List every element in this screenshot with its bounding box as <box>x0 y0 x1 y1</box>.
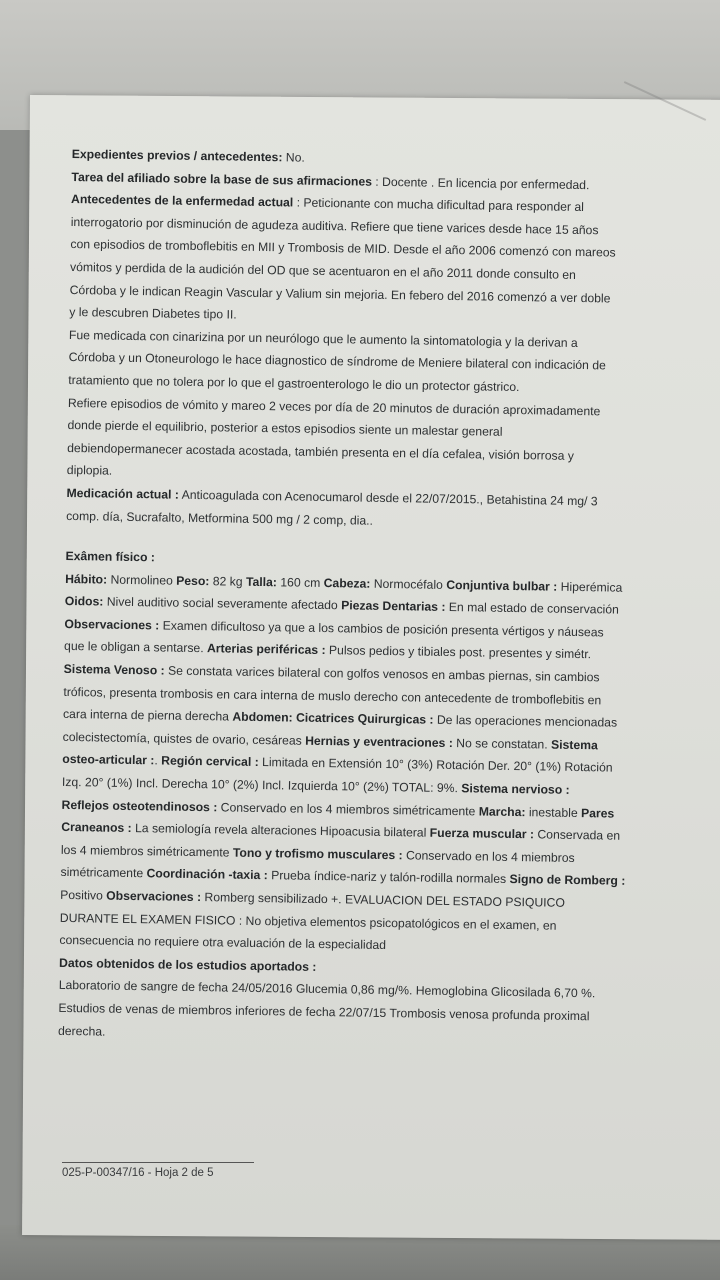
bold-label: Marcha: <box>478 804 526 819</box>
text-run: Nivel auditivo social severamente afectado <box>103 594 342 613</box>
bold-label: Datos obtenidos de los estudios aportados : <box>59 955 317 974</box>
bold-label: Hábito: <box>65 571 108 587</box>
text-run: interrogatorio por disminución de agudeza auditiva. Refiere que tiene varices desde hace 15 años <box>70 214 599 238</box>
text-run: derecha. <box>57 1023 106 1039</box>
text-run: No. <box>282 150 305 165</box>
text-run: Normocéfalo <box>370 576 447 592</box>
text-run: Positivo <box>60 887 107 903</box>
text-run: debiendopermanecer acostada acostada, también presenta en el día cefalea, visión borrosa y <box>67 440 575 463</box>
bold-label: Sistema nervioso : <box>461 781 570 797</box>
text-run: Pulsos pedios y tibiales post. presentes y simétr. <box>325 643 592 662</box>
text-run: donde pierde el equilibrio, posterior a estos episodios siente un malestar general <box>67 418 503 439</box>
text-run: Conservada en <box>533 827 621 843</box>
bold-label: Observaciones : <box>106 888 202 905</box>
text-run: con episodios de tromboflebitis en MII y Trombosis de MID. Desde el año 2006 comenzó con mareos <box>70 237 616 260</box>
text-run: . <box>154 753 162 768</box>
text-run: Limitada en Extensión 10° (3%) Rotación Der. 20° (1%) Rotación <box>258 755 613 776</box>
text-run: : Peticionante con mucha dificultad para responder al <box>293 195 584 215</box>
bold-label: Sistema Venoso : <box>63 661 165 678</box>
bold-label: Craneanos : <box>61 820 132 836</box>
bold-label: Talla: <box>245 574 278 589</box>
text-run: Conservado en los 4 miembros simétricamente <box>217 799 479 819</box>
text-run: tróficos, presenta trombosis en cara interna de muslo derecho con antecedente de tromboflebitis en <box>63 684 602 708</box>
text-run: diplopia. <box>66 463 113 478</box>
bold-label: Oidos: <box>64 594 104 609</box>
bold-label: osteo-articular : <box>62 752 155 768</box>
bold-label: Abdomen: Cicatrices Quirurgicas : <box>232 709 434 727</box>
text-run: y le descubren Diabetes tipo II. <box>69 305 237 322</box>
bold-label: Conjuntiva bulbar : <box>446 577 558 594</box>
bold-label: Sistema <box>550 737 598 753</box>
document-body <box>58 143 712 1052</box>
text-run: Córdoba y le indican Reagin Vascular y Valium sin mejoria. En febero del 2016 comenzó a ver doble <box>69 282 611 306</box>
text-run: 82 kg <box>209 573 247 589</box>
text-run: tratamiento que no tolera por lo que el gastroenterologo le dio un protector gástrico. <box>68 372 520 394</box>
text-run: DURANTE EL EXAMEN FISICO : No objetiva elementos psicopatológicos en el examen, en <box>59 910 557 933</box>
text-run: Prueba índice-nariz y talón-rodilla normales <box>267 868 510 887</box>
text-run: Fue medicada con cinarizina por un neurólogo que le aumento la sintomatologia y la derivan a <box>68 327 578 350</box>
text-run: comp. día, Sucrafalto, Metformina 500 mg / 2 comp, dia.. <box>66 508 374 528</box>
bold-label: Observaciones : <box>64 616 160 633</box>
bold-label: Cabeza: <box>323 575 371 591</box>
text-run: simétricamente <box>60 865 147 881</box>
text-run: Estudios de venas de miembros inferiores de fecha 22/07/15 Trombosis venosa profunda proximal <box>58 1000 590 1024</box>
text-run: Examen dificultoso ya que a los cambios de posición presenta vértigos y náuseas <box>159 618 604 640</box>
text-run: No se constatan. <box>452 735 552 752</box>
bold-label: Región cervical : <box>161 753 259 770</box>
text-run: consecuencia no requiere otra evaluación de la especialidad <box>59 933 387 953</box>
bold-label: Signo de Romberg : <box>509 872 626 889</box>
bold-label: Reflejos osteotendinosos : <box>61 797 218 814</box>
text-run: : Docente . En licencia por enfermedad. <box>371 174 590 192</box>
bold-label: Antecedentes de la enfermedad actual <box>71 192 294 210</box>
text-run: Romberg sensibilizado +. EVALUACION DEL ESTADO PSIQUICO <box>200 890 565 910</box>
text-run: Anticoagulada con Acenocumarol desde el 22/07/2015., Betahistina 24 mg/ 3 <box>178 487 598 509</box>
bold-label: Piezas Dentarias : <box>341 598 446 615</box>
text-run: inestable <box>525 804 582 820</box>
text-run: Se constata varices bilateral con golfos venosos en ambas piernas, sin cambios <box>164 663 600 685</box>
bold-label: Arterias periféricas : <box>206 641 326 658</box>
text-run: los 4 miembros simétricamente <box>60 842 234 860</box>
text-run: Izq. 20° (1%) Incl. Derecha 10° (2%) Incl. Izquierda 10° (2%) TOTAL: 9%. <box>61 774 462 796</box>
text-run: que le obligan a sentarse. <box>63 639 208 656</box>
text-run: Laboratorio de sangre de fecha 24/05/2016 Glucemia 0,86 mg/%. Hemoglobina Glicosilada 6,70 %. <box>58 978 596 1001</box>
bold-label: Medicación actual : <box>66 485 180 502</box>
bold-label: Exâmen físico : <box>65 549 156 565</box>
text-run: Normolineo <box>107 572 177 588</box>
text-run: colecistectomía, quistes de ovario, cesáreas <box>62 729 306 748</box>
page-footer: 025-P-00347/16 - Hoja 2 de 5 <box>62 1162 254 1179</box>
text-run: 160 cm <box>276 574 324 590</box>
bold-label: Expedientes previos / antecedentes: <box>71 146 283 165</box>
bold-label: Coordinación -taxia : <box>146 866 268 883</box>
bold-label: Tarea del afiliado sobre la base de sus afirmaciones <box>71 169 373 189</box>
bold-label: Hernias y eventraciones : <box>305 733 453 750</box>
bold-label: Pares <box>580 805 615 821</box>
text-run: De las operaciones mencionadas <box>433 713 618 730</box>
text-run: En mal estado de conservación <box>445 600 619 617</box>
text-run: Hiperémica <box>557 579 623 595</box>
bold-label: Fuerza muscular : <box>429 825 535 842</box>
bold-label: Tono y trofismo musculares : <box>232 845 403 863</box>
text-run: Córdoba y un Otoneurologo le hace diagnostico de síndrome de Meniere bilateral con indicación de <box>68 350 606 373</box>
text-run: La semiología revela alteraciones Hipoacusia bilateral <box>131 821 430 840</box>
text-run: cara interna de pierna derecha <box>62 707 233 724</box>
bold-label: Peso: <box>176 573 210 588</box>
text-run: vómitos y perdida de la audición del OD que se acentuaron en el año 2011 donde consulto en <box>69 259 577 282</box>
text-run: Conservado en los 4 miembros <box>402 848 575 865</box>
text-run: Refiere episodios de vómito y mareo 2 veces por día de 20 minutos de duración aproximadamente <box>67 395 601 418</box>
